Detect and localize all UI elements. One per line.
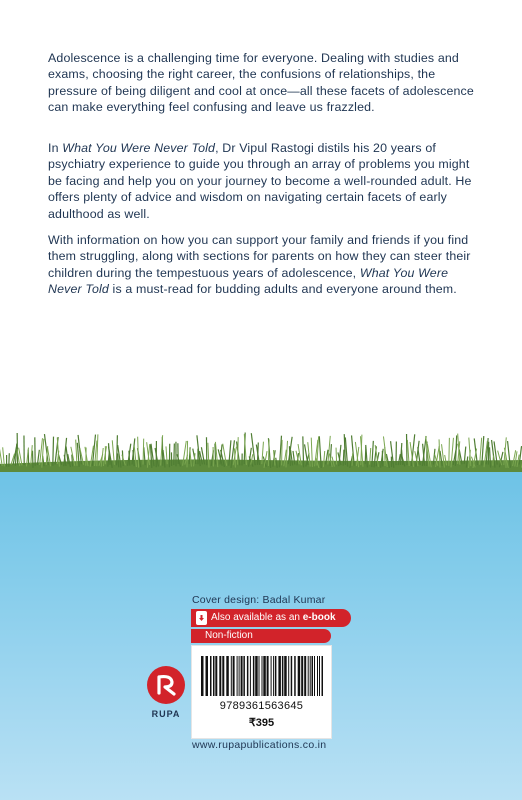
isbn-barcode — [199, 656, 324, 696]
blurb-paragraph-1 — [48, 50, 476, 116]
rupa-logo-icon — [146, 665, 186, 705]
blurb-p3-rest: is a must-read for budding adults and everyone around them. — [108, 282, 457, 297]
ebook-prefix: Also available as an — [211, 612, 303, 623]
blurb-paragraph-2 — [48, 140, 476, 222]
grass-bank-illustration — [0, 420, 522, 480]
price-label: ₹395 — [248, 717, 275, 729]
book-title-italic: What You Were Never Told — [48, 265, 449, 297]
blurb-p2-intro: In — [48, 141, 63, 155]
blurb-p3-pre: With information on how you can support your family and friends if you find them struggling, along with sections for parents on how they can steer their children during the tempestuous years of adolescence, — [48, 233, 471, 280]
ebook-emphasis: e-book — [302, 612, 336, 623]
isbn-number: 9789361563645 — [219, 700, 304, 712]
genre-label: Non-fiction — [191, 629, 331, 643]
blurb-paragraph-3 — [48, 232, 476, 298]
blurb-p1-text: Adolescence is a challenging time for everyone. Dealing with studies and exams, choosing the right career, the confusions of relationships, the pressure of being diligent and cool at once—all these facets of adolescence can make everything feel confusing and leave us frazzled. — [48, 51, 474, 115]
cover-design-credit: Cover design: Badal Kumar — [192, 594, 326, 606]
publisher-name: RUPA — [151, 709, 181, 719]
download-icon — [196, 611, 207, 625]
ebook-badge-text — [211, 609, 336, 627]
publisher-website: www.rupapublications.co.in — [192, 739, 327, 751]
barcode-panel — [191, 645, 332, 739]
ebook-availability-badge — [191, 609, 351, 627]
book-title-italic: What You Were Never Told — [62, 141, 216, 155]
blurb-p2-rest: , Dr Vipul Rastogi distils his 20 years of psychiatry experience to guide you through an array of problems you might be facing and help you on your journey to become a well-rounded adult. He offers plenty of advice and wisdom on navigating certain facets of early adulthood as well. — [48, 141, 472, 221]
